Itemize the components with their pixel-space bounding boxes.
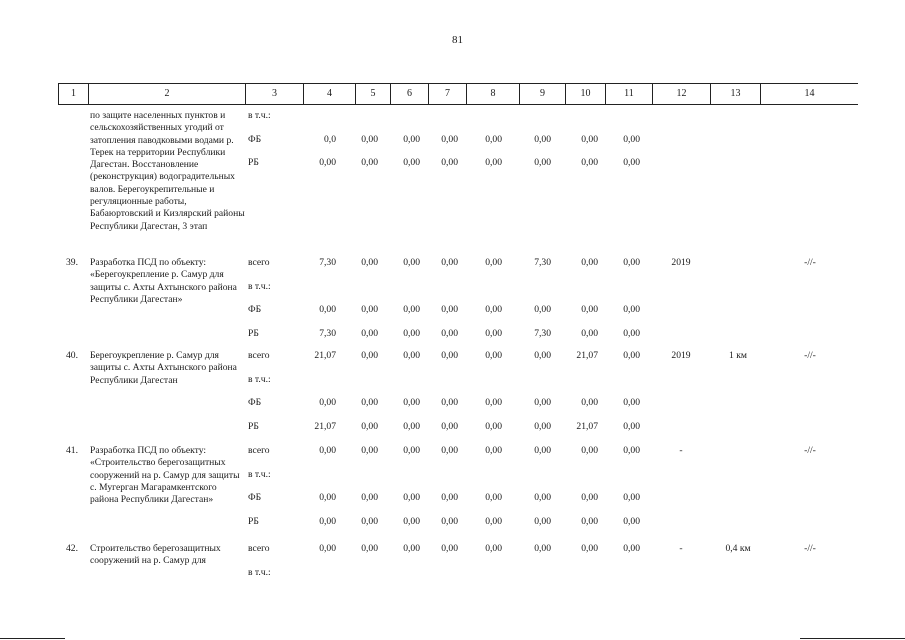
value-cell: 0,00 (581, 257, 598, 268)
value-cell: 0,00 (623, 257, 640, 268)
value-cell: 0,00 (534, 304, 551, 315)
header-cell: 9 (519, 84, 565, 104)
row-description: Берегоукрепление р. Самур для защиты с. Ахты Ахтынского района Республики Дагестан (90, 350, 237, 386)
value-cell: 0,00 (581, 328, 598, 339)
value-cell: 0,00 (485, 421, 502, 432)
value-cell: 0,00 (581, 543, 598, 554)
value-cell: 0,00 (485, 257, 502, 268)
header-cell: 5 (355, 84, 390, 104)
value-cell: 0,00 (361, 350, 378, 361)
header-cell: 7 (428, 84, 466, 104)
value-cell: 0,00 (361, 257, 378, 268)
value-cell: 0,00 (319, 492, 336, 503)
year-cell: 2019 (671, 350, 691, 361)
value-cell: 0,00 (403, 421, 420, 432)
value-cell: 0,00 (485, 157, 502, 168)
value-cell: 7,30 (534, 328, 551, 339)
value-cell: 0,00 (441, 350, 458, 361)
value-cell: 0,00 (403, 492, 420, 503)
year-cell: 2019 (671, 257, 691, 268)
value-cell: 7,30 (319, 257, 336, 268)
year-cell: - (679, 445, 683, 456)
value-cell: 0,00 (623, 421, 640, 432)
note-cell: -//- (804, 257, 816, 268)
capacity-cell: 1 км (729, 350, 747, 361)
value-cell: 0,00 (361, 492, 378, 503)
funding-label: РБ (248, 516, 259, 527)
value-cell: 0,00 (623, 304, 640, 315)
funding-label: ФБ (248, 304, 262, 315)
value-cell: 0,00 (581, 134, 598, 145)
funding-label: всего (248, 543, 270, 554)
value-cell: 0,00 (403, 134, 420, 145)
value-cell: 0,00 (534, 516, 551, 527)
value-cell: 0,00 (361, 157, 378, 168)
value-cell: 21,07 (576, 350, 598, 361)
value-cell: 0,00 (441, 328, 458, 339)
row-number: 42. (66, 543, 78, 554)
value-cell: 0,00 (319, 157, 336, 168)
funding-label: ФБ (248, 492, 262, 503)
value-cell: 21,07 (314, 421, 336, 432)
value-cell: 0,00 (319, 397, 336, 408)
value-cell: 0,00 (319, 304, 336, 315)
value-cell: 0,00 (485, 543, 502, 554)
header-cell: 3 (245, 84, 303, 104)
value-cell: 0,00 (534, 492, 551, 503)
header-cell: 13 (710, 84, 760, 104)
value-cell: 0,00 (441, 157, 458, 168)
value-cell: 0,00 (485, 304, 502, 315)
row-description: Разработка ПСД по объекту: «Строительство берегозащитных сооружений на р. Самур для защиты с. Мугерган Магарамкентского района Республики Дагестан» (90, 445, 240, 506)
year-cell: - (679, 543, 683, 554)
value-cell: 0,00 (403, 397, 420, 408)
value-cell: 0,00 (581, 516, 598, 527)
funding-label: РБ (248, 421, 259, 432)
value-cell: 0,00 (485, 134, 502, 145)
funding-label: всего (248, 350, 270, 361)
value-cell: 0,00 (485, 516, 502, 527)
value-cell: 0,00 (403, 543, 420, 554)
value-cell: 0,00 (485, 328, 502, 339)
value-cell: 0,00 (534, 134, 551, 145)
value-cell: 0,00 (623, 350, 640, 361)
table-header (58, 83, 858, 105)
value-cell: 0,00 (485, 492, 502, 503)
value-cell: 0,00 (361, 543, 378, 554)
value-cell: 0,00 (441, 516, 458, 527)
value-cell: 0,00 (581, 157, 598, 168)
value-cell: 0,00 (485, 350, 502, 361)
value-cell: 0,00 (534, 157, 551, 168)
value-cell: 0,00 (623, 445, 640, 456)
value-cell: 0,00 (441, 543, 458, 554)
value-cell: 0,00 (403, 328, 420, 339)
value-cell: 0,00 (361, 516, 378, 527)
value-cell: 21,07 (314, 350, 336, 361)
value-cell: 0,00 (623, 397, 640, 408)
row-description: Разработка ПСД по объекту: «Берегоукрепление р. Самур для защиты с. Ахты Ахтынского района Республики Дагестан» (90, 257, 237, 305)
note-cell: -//- (804, 543, 816, 554)
value-cell: 0,00 (534, 445, 551, 456)
value-cell: 0,00 (485, 445, 502, 456)
value-cell: 0,00 (441, 397, 458, 408)
header-cell: 12 (652, 84, 710, 104)
funding-label: всего (248, 445, 270, 456)
value-cell: 0,00 (319, 516, 336, 527)
value-cell: 0,00 (319, 445, 336, 456)
value-cell: 0,00 (403, 445, 420, 456)
value-cell: 0,00 (581, 304, 598, 315)
value-cell: 0,00 (441, 445, 458, 456)
value-cell: 0,00 (485, 397, 502, 408)
value-cell: 0,00 (441, 257, 458, 268)
value-cell: 7,30 (319, 328, 336, 339)
value-cell: 0,00 (403, 350, 420, 361)
value-cell: 0,00 (361, 445, 378, 456)
value-cell: 7,30 (534, 257, 551, 268)
header-cell: 11 (605, 84, 652, 104)
funding-label: ФБ (248, 134, 262, 145)
header-cell: 8 (466, 84, 519, 104)
value-cell: 0,00 (534, 350, 551, 361)
row-number: 40. (66, 350, 78, 361)
header-cell: 6 (390, 84, 428, 104)
value-cell: 0,00 (441, 304, 458, 315)
row-number: 41. (66, 445, 78, 456)
value-cell: 0,00 (581, 492, 598, 503)
row-number: 39. (66, 257, 78, 268)
row-description: Строительство берегозащитных сооружений на р. Самур для (90, 543, 221, 567)
value-cell: 0,00 (441, 421, 458, 432)
scan-edge-right (800, 638, 905, 639)
value-cell: 0,00 (441, 134, 458, 145)
value-cell: 0,00 (403, 516, 420, 527)
value-cell: 0,00 (361, 397, 378, 408)
value-cell: 0,00 (403, 304, 420, 315)
funding-label: ФБ (248, 397, 262, 408)
header-cell: 14 (760, 84, 858, 104)
funding-label: в т.ч.: (248, 469, 271, 480)
value-cell: 0,00 (623, 516, 640, 527)
value-cell: 0,00 (623, 543, 640, 554)
header-cell: 1 (58, 84, 88, 104)
value-cell: 0,00 (361, 328, 378, 339)
value-cell: 0,00 (403, 157, 420, 168)
scan-edge-left (0, 638, 65, 639)
value-cell: 0,00 (581, 397, 598, 408)
funding-label: РБ (248, 328, 259, 339)
value-cell: 0,00 (623, 492, 640, 503)
funding-label: в т.ч.: (248, 567, 271, 578)
value-cell: 0,00 (403, 257, 420, 268)
capacity-cell: 0,4 км (725, 543, 751, 554)
header-cell: 4 (303, 84, 355, 104)
value-cell: 0,0 (324, 134, 336, 145)
value-cell: 0,00 (361, 421, 378, 432)
header-cell: 10 (565, 84, 605, 104)
funding-label: всего (248, 257, 270, 268)
value-cell: 0,00 (623, 134, 640, 145)
value-cell: 0,00 (623, 328, 640, 339)
funding-label: РБ (248, 157, 259, 168)
note-cell: -//- (804, 445, 816, 456)
value-cell: 21,07 (576, 421, 598, 432)
value-cell: 0,00 (441, 492, 458, 503)
note-cell: -//- (804, 350, 816, 361)
header-cell: 2 (88, 84, 245, 104)
value-cell: 0,00 (534, 397, 551, 408)
value-cell: 0,00 (534, 543, 551, 554)
value-cell: 0,00 (534, 421, 551, 432)
value-cell: 0,00 (623, 157, 640, 168)
row-description: по защите населенных пунктов и сельскохозяйственных угодий от затопления паводковыми водами р. Терек на территории Республики Дагестан. Восстановление (реконструкция) водоградительных валов. Берегоукрепительные и регуляционные работы, Бабаюртовский и Кизлярский районы Республики Дагестан, 3 этап (90, 110, 245, 232)
value-cell: 0,00 (581, 445, 598, 456)
page-number: 81 (452, 34, 463, 46)
funding-label: в т.ч.: (248, 374, 271, 385)
value-cell: 0,00 (361, 304, 378, 315)
funding-label: в т.ч.: (248, 110, 271, 121)
value-cell: 0,00 (319, 543, 336, 554)
value-cell: 0,00 (361, 134, 378, 145)
funding-label: в т.ч.: (248, 281, 271, 292)
